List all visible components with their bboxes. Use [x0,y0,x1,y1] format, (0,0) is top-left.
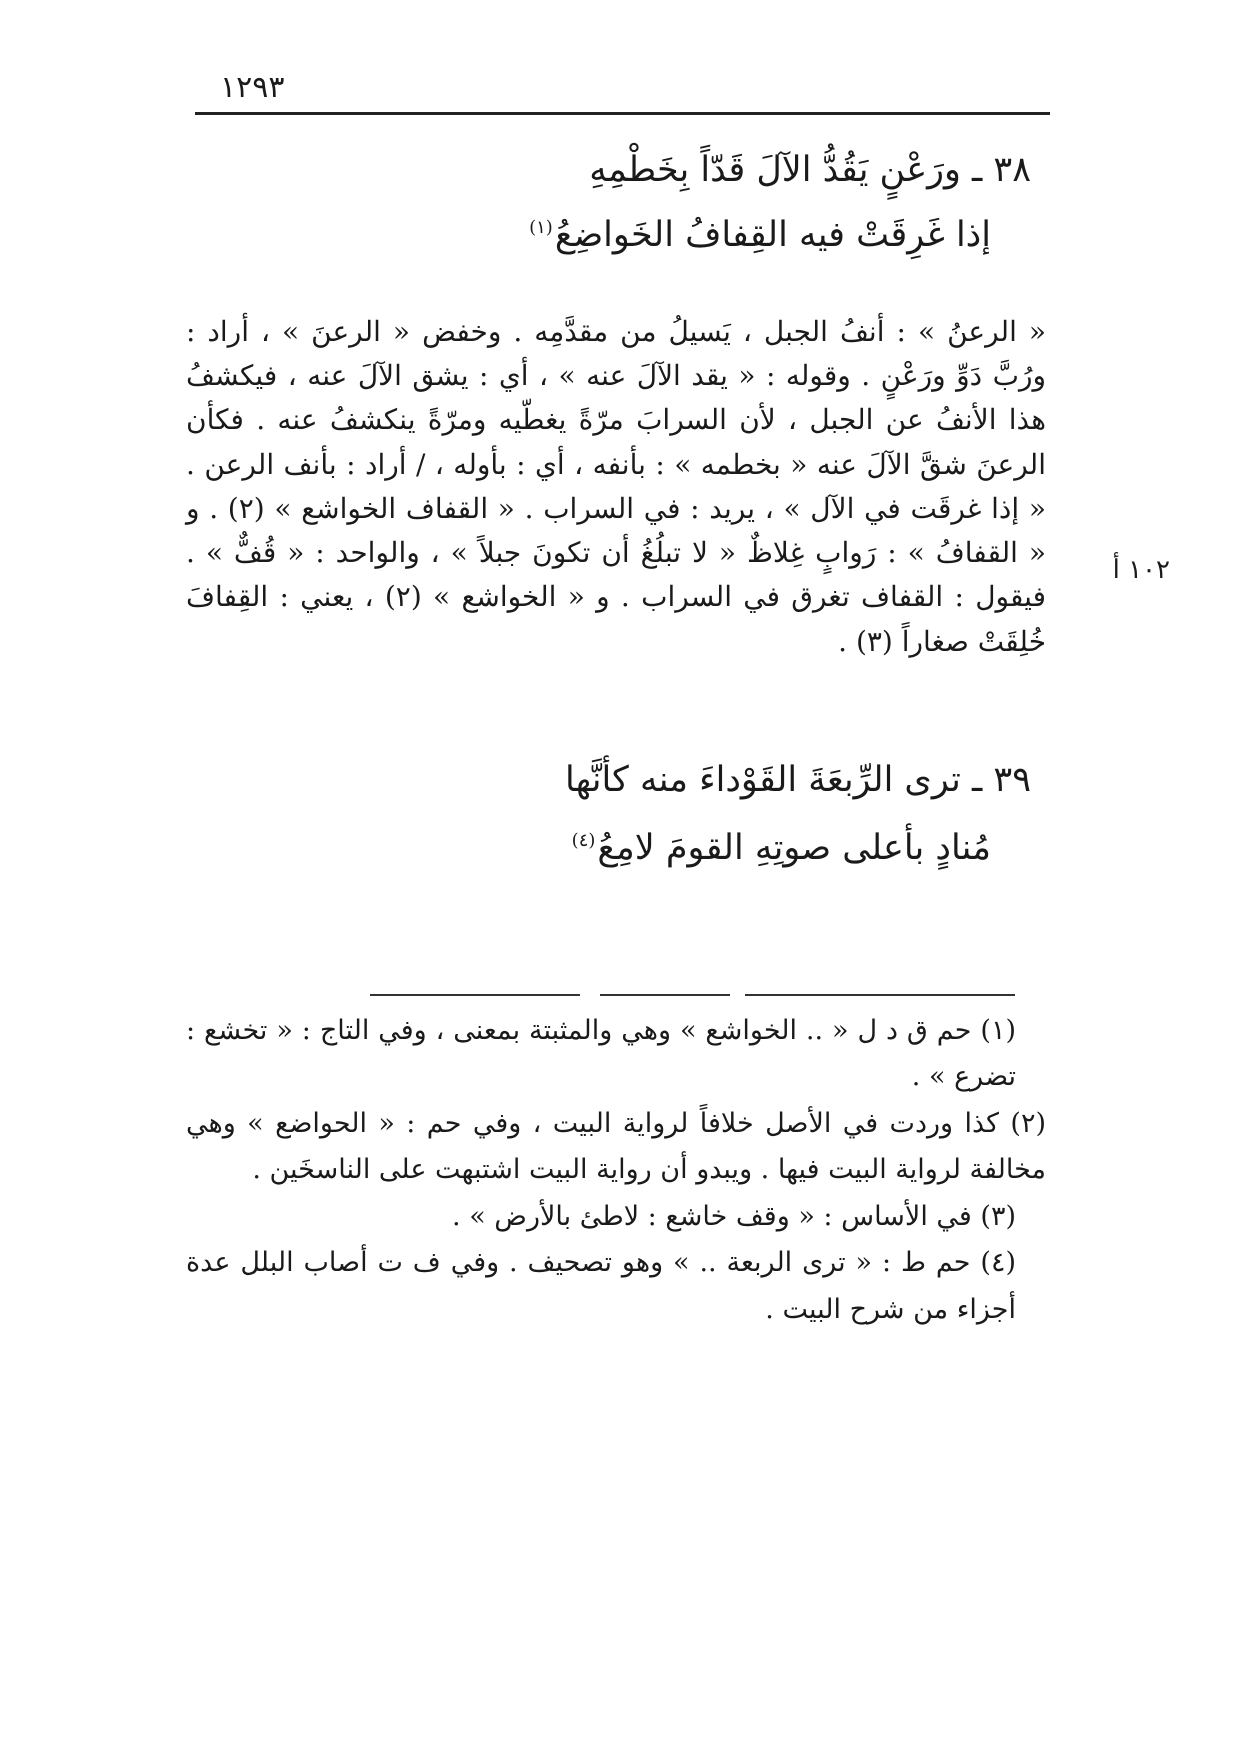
verse-39-line-1-text: ٣٩ ـ ترى الرِّبعَةَ القَوْداءَ منه كأنَّها [564,760,1031,800]
footnote-2: (٢) كذا وردت في الأصل خلافاً لرواية البيت ، وفي حم : « الحواضع » وهي مخالفة لرواية البيت فيها . ويبدو أن رواية البيت اشتبهت على الناسخَين . [186,1107,1046,1186]
footnote-ref-4: (٤) [571,830,596,852]
footnote-separator-1 [370,994,580,996]
footnote-1: (١) حم ق د ل « .. الخواشع » وهي والمثبتة بمعنى ، وفي التاج : « تخشع : تضرع » . [186,1015,1016,1093]
footnote-separator-3 [745,994,1015,996]
footnote-3: (٣) في الأساس : « وقف خاشع : لاطئ بالأرض » . [452,1200,1016,1232]
verse-39-line-1 [565,760,1031,800]
verse-39-line-2 [572,828,991,868]
verse-38-line-1-text: ٣٨ ـ ورَعْنٍ يَقُدُّ الآلَ قَدّاً بِخَطْمِهِ [589,150,1031,190]
footnote-ref-1: (١) [529,217,553,239]
page-number: ١٢٩٣ [220,70,285,105]
verse-39-line-2-text: مُنادٍ بأعلى صوتِهِ القومَ لامِعُ [597,828,991,868]
verse-38-line-1 [589,150,1031,190]
header-rule [195,112,1050,115]
footnote-separator-2 [600,994,730,996]
footnotes-section [186,1008,1046,1333]
footnote-4: (٤) حم ط : « ترى الربعة .. » وهو تصحيف . وفي ف ت أصاب البلل عدة أجزاء من شرح البيت . [186,1247,1016,1325]
manuscript-folio-ref: ١٠٢ أ [1112,555,1170,585]
verse-38-line-2 [529,215,991,255]
commentary-paragraph: « الرعنُ » : أنفُ الجبل ، يَسيلُ من مقدَّمِه . وخفض « الرعنَ » ، أراد : ورُبَّ دَوِّ ورَعْنٍ . وقوله : « يقد الآلَ عنه » ، أي : يشق الآلَ عنه ، فيكشفُ هذا الأنفُ عن الجبل ، لأن السرابَ مرّةً يغطّيه ومرّةً ينكشفُ عنه . فكأن الرعنَ شقَّ الآلَ عنه « بخطمه » : بأنفه ، أي : بأوله ، / أراد : بأنف الرعن . « إذا غرقَت في الآل » ، يريد : في السراب . « القفاف الخواشع » (٢) . و « القفافُ » : رَوابٍ غِلاظٌ « لا تبلُغُ أن تكونَ جبلاً » ، والواحد : « قُفٌّ » . فيقول : القفاف تغرق في السراب . و « الخواشع » (٢) ، يعني : القِفافَ خُلِقَتْ صغاراً (٣) . [186,315,1047,658]
verse-38-line-2-text: إذا غَرِقَتْ فيه القِفافُ الخَواضِعُ [554,215,991,255]
